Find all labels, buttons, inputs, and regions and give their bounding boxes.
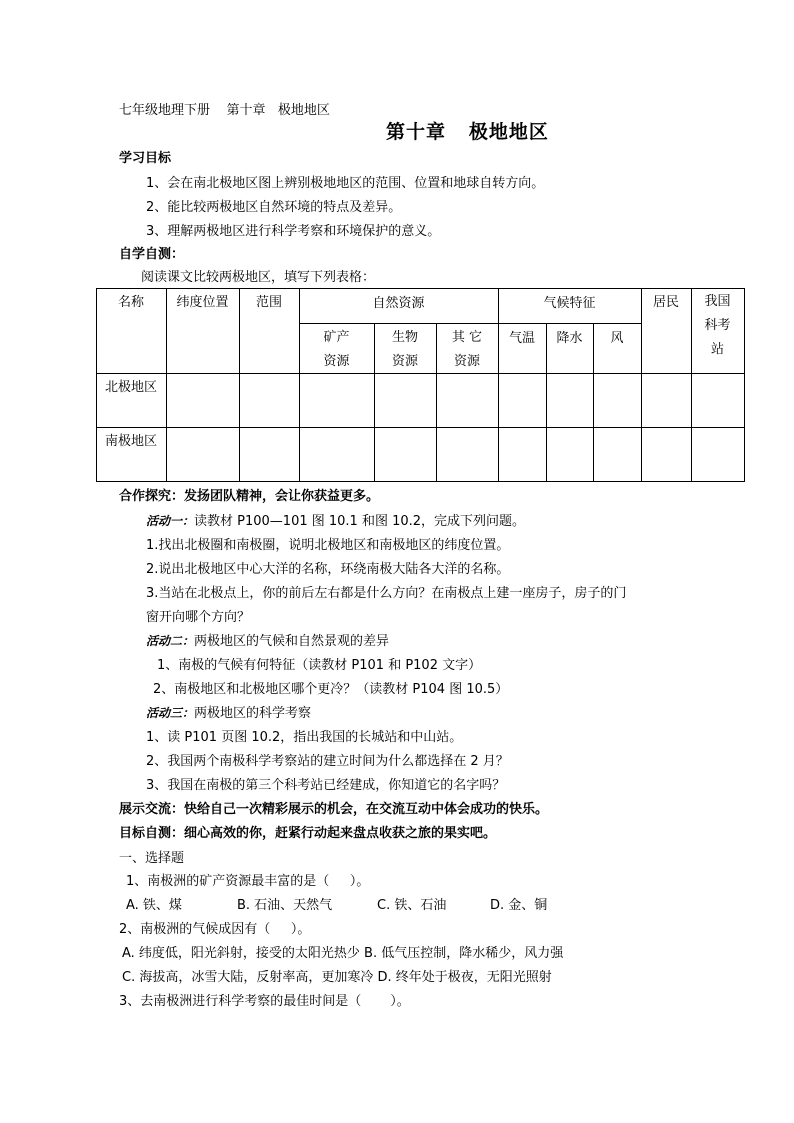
subheader-mineral — [299, 326, 374, 374]
q1-option: B. 石油、天然气 — [237, 898, 333, 913]
activity-1-text: 读教材 P100—101 图 10.1 和图 10.2，完成下列问题。 — [194, 514, 526, 529]
header-station-line: 我国 — [704, 294, 731, 309]
q1-option: D. 金、铜 — [490, 898, 548, 913]
activity-item: 1、读 P101 页图 10.2，指出我国的长城站和中山站。 — [146, 730, 463, 745]
activity-item: 1.找出北极圈和南极圈，说明北极地区和南极地区的纬度位置。 — [146, 538, 510, 553]
q2-options-line: C. 海拔高，冰雪大陆，反射率高，更加寒冷 D. 终年处于极夜，无阳光照射 — [122, 970, 552, 985]
activity-item: 3、我国在南极的第三个科考站已经建成，你知道它的名字吗？ — [146, 778, 506, 793]
activity-item: 窗开向哪个方向？ — [146, 610, 251, 625]
activity-item: 1、南极的气候有何特征（读教材 P101 和 P102 文字） — [157, 658, 482, 673]
header-residents: 居民 — [652, 295, 679, 310]
subheader-wind: 风 — [610, 331, 624, 346]
activity-2-text: 两极地区的气候和自然景观的差异 — [194, 634, 390, 649]
selftest-heading: 自学自测： — [119, 247, 185, 262]
header-station-line: 站 — [710, 342, 724, 357]
question-1: 1、南极洲的矿产资源最丰富的是（ ）。 — [126, 874, 370, 889]
running-head: 七年级地理下册 第十章 极地地区 — [119, 103, 330, 118]
goals-heading: 学习目标 — [119, 151, 172, 166]
subheader-biological — [374, 326, 436, 374]
question-3: 3、去南极洲进行科学考察的最佳时间是（ ）。 — [119, 994, 410, 1009]
subheader-temperature: 气温 — [508, 331, 535, 346]
activity-3-text: 两极地区的科学考察 — [194, 706, 312, 721]
activity-3-label: 活动三： — [146, 706, 195, 720]
q1-option: A. 铁、煤 — [126, 898, 182, 913]
q2-options-line: A. 纬度低，阳光斜射，接受的太阳光热少 B. 低气压控制，降水稀少，风力强 — [122, 946, 564, 961]
activity-2-label: 活动二： — [146, 634, 195, 648]
header-climate: 气候特征 — [543, 296, 596, 311]
share-heading: 展示交流：快给自己一次精彩展示的机会，在交流互动中体会成功的快乐。 — [119, 802, 549, 817]
row-label-south: 南极地区 — [104, 434, 157, 449]
header-range: 范围 — [255, 295, 282, 310]
subheader-other — [436, 326, 498, 374]
goal-item: 1、会在南北极地区图上辨别极地地区的范围、位置和地球自转方向。 — [146, 176, 545, 191]
page-title: 第十章 极地地区 — [386, 121, 549, 143]
row-label-north: 北极地区 — [104, 380, 157, 395]
subheader-line: 其 它 — [451, 330, 483, 345]
activity-1 — [146, 515, 525, 528]
header-station-line: 科考 — [704, 318, 731, 333]
activity-item: 3.当站在北极点上，你的前后左右都是什么方向？在南极点上建一座房子，房子的门 — [146, 586, 627, 601]
quiz-section: 一、选择题 — [119, 851, 185, 866]
activity-3 — [146, 707, 311, 720]
activity-1-label: 活动一： — [146, 514, 195, 528]
goal-item: 3、理解两极地区进行科学考察和环境保护的意义。 — [146, 224, 441, 239]
subheader-line: 资源 — [453, 354, 480, 369]
activity-2 — [146, 635, 389, 648]
header-station — [691, 290, 744, 362]
header-name: 名称 — [117, 295, 144, 310]
subheader-line: 生物 — [391, 330, 418, 345]
header-natural-resources: 自然资源 — [372, 296, 425, 311]
question-2: 2、南极洲的气候成因有（ ）。 — [119, 922, 311, 937]
goal-item: 2、能比较两极地区自然环境的特点及差异。 — [146, 200, 402, 215]
activity-item: 2、我国两个南极科学考察站的建立时间为什么都选择在 2 月？ — [146, 754, 509, 769]
selftest-instruction: 阅读课文比较两极地区，填写下列表格： — [141, 270, 376, 285]
subheader-precipitation: 降水 — [556, 331, 583, 346]
subheader-line: 矿产 — [323, 330, 350, 345]
assess-heading: 目标自测：细心高效的你，赶紧行动起来盘点收获之旅的果实吧。 — [119, 826, 497, 841]
header-latitude: 纬度位置 — [176, 295, 229, 310]
q1-option: C. 铁、石油 — [377, 898, 447, 913]
activity-item: 2、南极地区和北极地区哪个更冷？（读教材 P104 图 10.5） — [153, 682, 509, 697]
activity-item: 2.说出北极地区中心大洋的名称，环绕南极大陆各大洋的名称。 — [146, 562, 510, 577]
subheader-line: 资源 — [323, 354, 350, 369]
subheader-line: 资源 — [391, 354, 418, 369]
coop-heading: 合作探究：发扬团队精神，会让你获益更多。 — [119, 489, 380, 504]
